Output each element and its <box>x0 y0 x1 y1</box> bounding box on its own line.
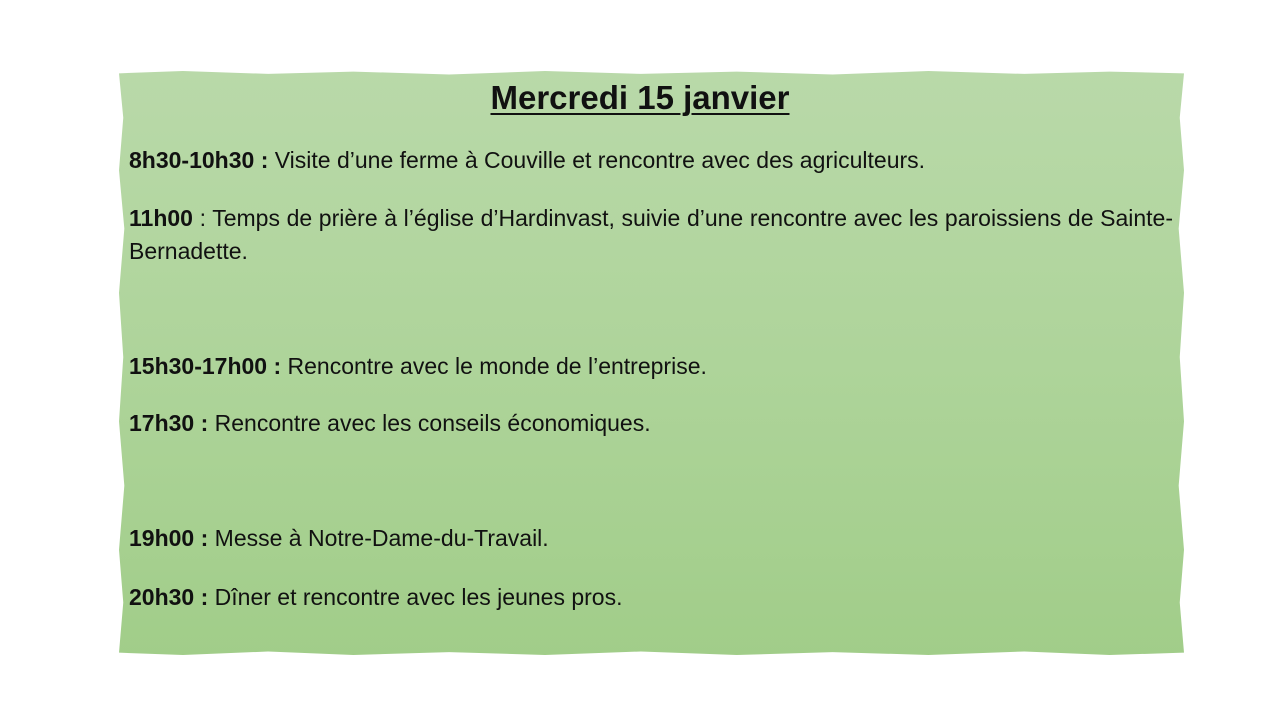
page-title-text: Mercredi 15 janvier <box>490 79 790 116</box>
entry-time: 17h30 : <box>129 410 209 436</box>
entry-time: 19h00 : <box>129 525 209 551</box>
schedule-entry-4 <box>129 407 1173 440</box>
schedule-entry-3 <box>129 350 1173 383</box>
entry-time: 20h30 : <box>129 584 209 610</box>
entry-text: Messe à Notre-Dame-du-Travail. <box>208 525 549 551</box>
entry-time: 8h30-10h30 : <box>129 147 269 173</box>
entry-text: Dîner et rencontre avec les jeunes pros. <box>208 584 623 610</box>
entry-text: : Temps de prière à l’église d’Hardinvast, suivie d’une rencontre avec les paroissiens de Sainte-Bernadette. <box>129 205 1173 264</box>
schedule-entry-5 <box>129 522 1173 555</box>
schedule-entry-1 <box>129 144 1173 177</box>
entry-text: Rencontre avec le monde de l’entreprise. <box>281 353 707 379</box>
entry-time: 15h30-17h00 : <box>129 353 282 379</box>
schedule-entry-6 <box>129 581 1173 614</box>
schedule-entry-2 <box>129 202 1173 268</box>
entry-text: Rencontre avec les conseils économiques. <box>208 410 651 436</box>
entry-text: Visite d’une ferme à Couville et rencontre avec des agriculteurs. <box>268 147 926 173</box>
entry-time: 11h00 <box>129 205 193 231</box>
page-title <box>0 76 1280 120</box>
